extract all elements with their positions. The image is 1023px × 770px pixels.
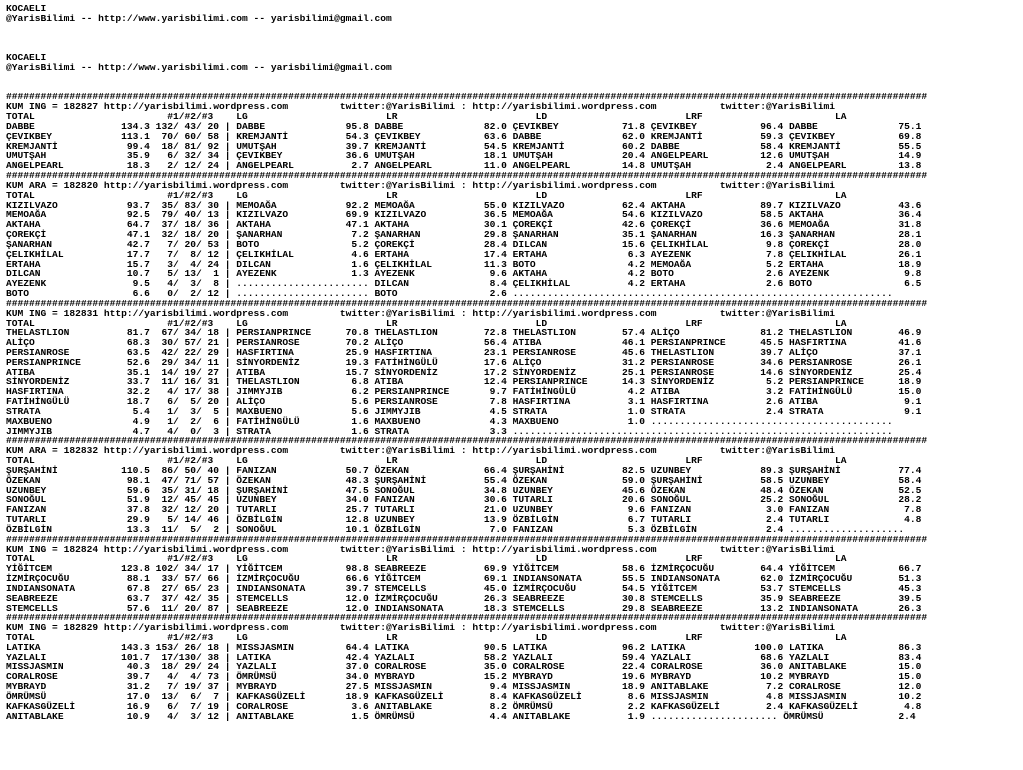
column-header-line: TOTAL #1/#2/#3 LG LR LD LRF LA <box>6 632 847 643</box>
result-row: DILCAN 10.7 5/ 13/ 1 | AYEZENK 1.3 AYEZENK 9.6 AKTAHA 4.2 BOTO 2.6 AYEZENK 9.8 <box>6 268 922 280</box>
result-row: MISSJASMIN 40.3 18/ 29/ 24 | YAZLALI 37.0 CORALROSE 35.0 CORALROSE 22.4 CORALROSE 36.0 ANITABLAKE 15.0 <box>6 661 922 673</box>
column-header-line: TOTAL #1/#2/#3 LG LR LD LRF LA <box>6 455 847 467</box>
result-row: CORALROSE 39.7 4/ 4/ 73 | ÖMRÜMSÜ 34.0 MYBRAYD 15.2 MYBRAYD 19.6 MYBRAYD 10.2 MYBRAYD 15.0 <box>6 671 922 683</box>
result-row: ALİÇO 68.3 30/ 57/ 21 | PERSIANROSE 70.2 ALİÇO 56.4 ATIBA 46.1 PERSIANPRINCE 45.5 HASFIRTINA 41.6 <box>6 337 922 349</box>
blank-line <box>6 33 1023 43</box>
result-row: ÇOREKÇİ 47.1 32/ 18/ 20 | ŞANARHAN 7.2 ŞANARHAN 29.8 ŞANARHAN 35.1 ŞANARHAN 16.3 ŞANARHAN 28.1 <box>6 229 922 241</box>
separator-line: ################################################################################################################################################################ <box>6 170 928 182</box>
result-row: THELASTLION 81.7 67/ 34/ 18 | PERSIANPRINCE 70.8 THELASTLION 72.8 THELASTLION 57.4 ALİÇO 81.2 THELASTLION 46.9 <box>6 327 922 339</box>
result-row: ÇELIKHİLAL 17.7 7/ 8/ 12 | ÇELIKHİLAL 4.6 ERTAHA 17.4 ERTAHA 6.3 AYEZENK 7.8 ÇELIKHİLAL 26.1 <box>6 248 922 260</box>
city-title: KOCAELI <box>6 3 47 14</box>
column-header-line: TOTAL #1/#2/#3 LG LR LD LRF LA <box>6 317 847 329</box>
result-row: FATİHİNGÜLÜ 18.7 6/ 5/ 20 | ALİÇO 5.6 PERSIANROSE 7.8 HASFIRTINA 3.1 HASFIRTINA 2.6 ATIBA 9.1 <box>6 396 922 408</box>
result-row: STEMCELLS 57.6 11/ 20/ 87 | SEABREEZE 12.0 INDIANSONATA 18.3 STEMCELLS 29.8 SEABREEZE 13.2 INDIANSONATA 26.3 <box>6 602 922 614</box>
result-row: BOTO 6.6 0/ 2/ 12 | ....................... BOTO 2.6 .................................................................. <box>6 288 893 300</box>
separator-line: ################################################################################################################################################################ <box>6 533 928 545</box>
result-row: AKTAHA 64.7 37/ 18/ 36 | AKTAHA 47.1 AKTAHA 30.1 ÇOREKÇİ 42.6 ÇOREKÇİ 36.6 MEMOAĞA 31.8 <box>6 219 922 231</box>
result-row: FANIZAN 37.8 32/ 12/ 20 | TUTARLI 25.7 TUTARLI 21.0 UZUNBEY 9.6 FANIZAN 3.0 FANIZAN 7.8 <box>6 504 922 516</box>
blank-line <box>6 24 1023 34</box>
result-row: ÖMRÜMSÜ 17.0 13/ 6/ 7 | KAFKASGÜZELİ 18.9 KAFKASGÜZELİ 8.4 KAFKASGÜZELİ 8.6 MISSJASMIN 4.8 MISSJASMIN 10.2 <box>6 690 922 702</box>
result-row: ÖZEKAN 98.1 47/ 71/ 57 | ÖZEKAN 48.3 ŞURŞAHİNİ 55.4 ÖZEKAN 59.0 ŞURŞAHİNİ 58.5 UZUNBEY 58.4 <box>6 474 922 486</box>
column-header-line: TOTAL #1/#2/#3 LG LR LD LRF LA <box>6 111 847 123</box>
result-row: PERSIANPRINCE 52.6 29/ 34/ 11 | SİNYORDENİZ 19.3 FATİHİNGÜLÜ 17.6 ALİÇO 31.2 PERSIANROSE 34.6 PERSIANROSE 26.1 <box>6 356 922 368</box>
race-header-line: KUM ING = 182831 http://yarisbilimi.wordpress.com twitter:@YarisBilimi : http://yarisbilimi.wordpress.com twitter:@YarisBilimi <box>6 307 836 319</box>
separator-line: ################################################################################################################################################################ <box>6 297 928 309</box>
race-header-line: KUM ING = 182829 http://yarisbilimi.wordpress.com twitter:@YarisBilimi : http://yarisbilimi.wordpress.com twitter:@YarisBilimi <box>6 622 836 634</box>
column-header-line: TOTAL #1/#2/#3 LG LR LD LRF LA <box>6 553 847 565</box>
site-credit-line: @YarisBilimi -- http://www.yarisbilimi.com -- yarisbilimi@gmail.com <box>6 61 392 73</box>
race-header-line: KUM ING = 182827 http://yarisbilimi.wordpress.com twitter:@YarisBilimi : http://yarisbilimi.wordpress.com twitter:@YarisBilimi <box>6 101 836 113</box>
result-row: INDIANSONATA 67.8 27/ 65/ 23 | INDIANSONATA 39.7 STEMCELLS 45.0 İZMİRÇOCUĞU 54.5 YİĞİTCEM 53.7 STEMCELLS 45.3 <box>6 582 922 594</box>
result-row: SONOĞUL 51.9 12/ 45/ 45 | UZUNBEY 34.0 FANIZAN 30.6 TUTARLI 20.6 SONOĞUL 25.2 SONOĞUL 28.2 <box>6 494 922 506</box>
result-row: ANGELPEARL 18.3 2/ 12/ 24 | ANGELPEARL 2.7 ANGELPEARL 11.0 ANGELPEARL 14.8 UMUTŞAH 2.4 ANGELPEARL 13.8 <box>6 160 922 172</box>
site-credit-line: @YarisBilimi -- http://www.yarisbilimi.com -- yarisbilimi@gmail.com <box>6 12 392 24</box>
blank-line <box>6 43 1023 53</box>
result-row: ÖZBİLGİN 13.3 11/ 5/ 2 | SONOĞUL 10.1 ÖZBİLGİN 7.0 FANIZAN 5.3 ÖZBİLGİN 2.4 .................... <box>6 523 905 535</box>
result-row: MAXBUENO 4.9 1/ 2/ 6 | FATİHİNGÜLÜ 1.6 MAXBUENO 4.3 MAXBUENO 1.0 .......................................... <box>6 415 893 427</box>
result-row: SİNYORDENİZ 33.7 11/ 16/ 31 | THELASTLION 6.8 ATIBA 12.4 PERSIANPRINCE 14.3 SİNYORDENİZ 5.2 PERSIANPRINCE 18.9 <box>6 376 922 388</box>
result-row: DABBE 134.3 132/ 43/ 20 | DABBE 95.8 DABBE 82.0 ÇEVIKBEY 71.8 ÇEVIKBEY 96.4 DABBE 75.1 <box>6 120 922 132</box>
result-row: KIZILVAZO 93.7 35/ 83/ 30 | MEMOAĞA 92.2 MEMOAĞA 55.0 KIZILVAZO 62.4 AKTAHA 89.7 KIZILVAZO 43.6 <box>6 199 922 211</box>
result-row: LATIKA 143.3 153/ 26/ 18 | MISSJASMIN 64.4 LATIKA 90.5 LATIKA 96.2 LATIKA 100.0 LATIKA 86.3 <box>6 641 922 653</box>
result-row: KREMJANTİ 99.4 18/ 81/ 92 | UMUTŞAH 39.7 KREMJANTİ 54.5 KREMJANTİ 60.2 DABBE 58.4 KREMJANTİ 55.5 <box>6 140 922 152</box>
result-row: ŞURŞAHİNİ 110.5 86/ 50/ 40 | FANIZAN 50.7 ÖZEKAN 66.4 ŞURŞAHİNİ 82.5 UZUNBEY 89.3 ŞURŞAHİNİ 77.4 <box>6 464 922 476</box>
result-row: ERTAHA 15.7 3/ 4/ 24 | DILCAN 1.6 ÇELIKHİLAL 11.3 BOTO 4.2 MEMOAĞA 5.2 ERTAHA 18.9 <box>6 258 922 270</box>
result-row: İZMİRÇOCUĞU 88.1 33/ 57/ 66 | İZMİRÇOCUĞU 66.6 YİĞİTCEM 69.1 INDIANSONATA 55.5 INDIANSONATA 62.0 İZMİRÇOCUĞU 51.3 <box>6 573 922 585</box>
race-header-line: KUM ARA = 182832 http://yarisbilimi.wordpress.com twitter:@YarisBilimi : http://yarisbilimi.wordpress.com twitter:@YarisBilimi <box>6 445 836 457</box>
result-row: UZUNBEY 59.6 35/ 31/ 18 | ŞURŞAHİNİ 47.5 SONOĞUL 34.8 UZUNBEY 45.6 ÖZEKAN 48.4 ÖZEKAN 52.5 <box>6 484 922 496</box>
blank-line <box>6 73 1023 83</box>
result-row: ŞANARHAN 42.7 7/ 20/ 53 | BOTO 5.2 ÇOREKÇİ 28.4 DILCAN 15.6 ÇELIKHİLAL 9.8 ÇOREKÇİ 28.0 <box>6 238 922 250</box>
result-row: MEMOAĞA 92.5 79/ 40/ 13 | KIZILVAZO 69.9 KIZILVAZO 36.5 MEMOAĞA 54.6 KIZILVAZO 58.5 AKTAHA 36.4 <box>6 209 922 221</box>
separator-line: ################################################################################################################################################################ <box>6 435 928 447</box>
separator-line: ################################################################################################################################################################ <box>6 91 928 103</box>
result-row: YİĞİTCEM 123.8 102/ 34/ 17 | YİĞİTCEM 98.8 SEABREEZE 69.9 YİĞİTCEM 58.6 İZMİRÇOCUĞU 64.4 YİĞİTCEM 66.7 <box>6 563 922 575</box>
separator-line: ################################################################################################################################################################ <box>6 612 928 624</box>
race-header-line: KUM ARA = 182820 http://yarisbilimi.wordpress.com twitter:@YarisBilimi : http://yarisbilimi.wordpress.com twitter:@YarisBilimi <box>6 179 836 191</box>
result-row: MYBRAYD 31.2 7/ 19/ 37 | MYBRAYD 27.5 MISSJASMIN 9.4 MISSJASMIN 18.9 ANITABLAKE 7.2 CORALROSE 12.0 <box>6 681 922 693</box>
result-row: ÇEVIKBEY 113.1 70/ 60/ 58 | KREMJANTİ 54.3 ÇEVIKBEY 63.6 DABBE 62.0 KREMJANTİ 59.3 ÇEVIKBEY 69.8 <box>6 130 922 142</box>
result-row: JIMMYJIB 4.7 4/ 0/ 3 | STRATA 1.6 STRATA 3.3 .................................................................. <box>6 425 893 437</box>
result-row: KAFKASGÜZELİ 16.9 6/ 7/ 19 | CORALROSE 3.6 ANITABLAKE 8.2 ÖMRÜMSÜ 2.2 KAFKASGÜZELİ 2.4 KAFKASGÜZELİ 4.8 <box>6 700 922 712</box>
result-row: UMUTŞAH 35.9 6/ 32/ 34 | ÇEVIKBEY 36.6 UMUTŞAH 18.1 UMUTŞAH 20.4 ANGELPEARL 12.6 UMUTŞAH 14.9 <box>6 150 922 162</box>
result-row: YAZLALI 101.7 17/130/ 38 | LATIKA 42.4 YAZLALI 58.2 YAZLALI 59.4 YAZLALI 68.6 YAZLALI 83.4 <box>6 651 922 663</box>
result-row: TUTARLI 29.9 5/ 14/ 46 | ÖZBİLGİN 12.8 UZUNBEY 13.9 ÖZBİLGİN 6.7 TUTARLI 2.4 TUTARLI 4.8 <box>6 514 922 526</box>
result-row: ATIBA 35.1 14/ 19/ 27 | ATIBA 15.7 SİNYORDENİZ 17.2 SİNYORDENİZ 25.1 PERSIANROSE 14.6 SİNYORDENİZ 25.4 <box>6 366 922 378</box>
result-row: PERSIANROSE 63.5 42/ 22/ 29 | HASFIRTINA 25.9 HASFIRTINA 23.1 PERSIANROSE 45.6 THELASTLION 39.7 ALİÇO 37.1 <box>6 346 922 358</box>
race-header-line: KUM ING = 182824 http://yarisbilimi.wordpress.com twitter:@YarisBilimi : http://yarisbilimi.wordpress.com twitter:@YarisBilimi <box>6 543 836 555</box>
result-row: AYEZENK 9.5 4/ 3/ 8 | ....................... DILCAN 8.4 ÇELIKHİLAL 4.2 ERTAHA 2.6 BOTO 6.5 <box>6 278 922 290</box>
city-title: KOCAELI <box>6 52 47 64</box>
column-header-line: TOTAL #1/#2/#3 LG LR LD LRF LA <box>6 189 847 201</box>
result-row: HASFIRTINA 32.2 4/ 17/ 38 | JIMMYJIB 6.2 PERSIANPRINCE 9.7 FATİHİNGÜLÜ 4.2 ATIBA 3.2 FATİHİNGÜLÜ 15.0 <box>6 386 922 398</box>
result-row: STRATA 5.4 1/ 3/ 5 | MAXBUENO 5.6 JIMMYJIB 4.5 STRATA 1.0 STRATA 2.4 STRATA 9.1 <box>6 405 922 417</box>
result-row: ANITABLAKE 10.9 4/ 3/ 12 | ANITABLAKE 1.5 ÖMRÜMSÜ 4.4 ANITABLAKE 1.9 ...................... ÖMRÜMSÜ 2.4 <box>6 710 916 722</box>
result-row: SEABREEZE 63.7 37/ 42/ 35 | STEMCELLS 12.0 İZMİRÇOCUĞU 26.3 SEABREEZE 30.8 STEMCELLS 35.9 SEABREEZE 39.5 <box>6 592 922 604</box>
